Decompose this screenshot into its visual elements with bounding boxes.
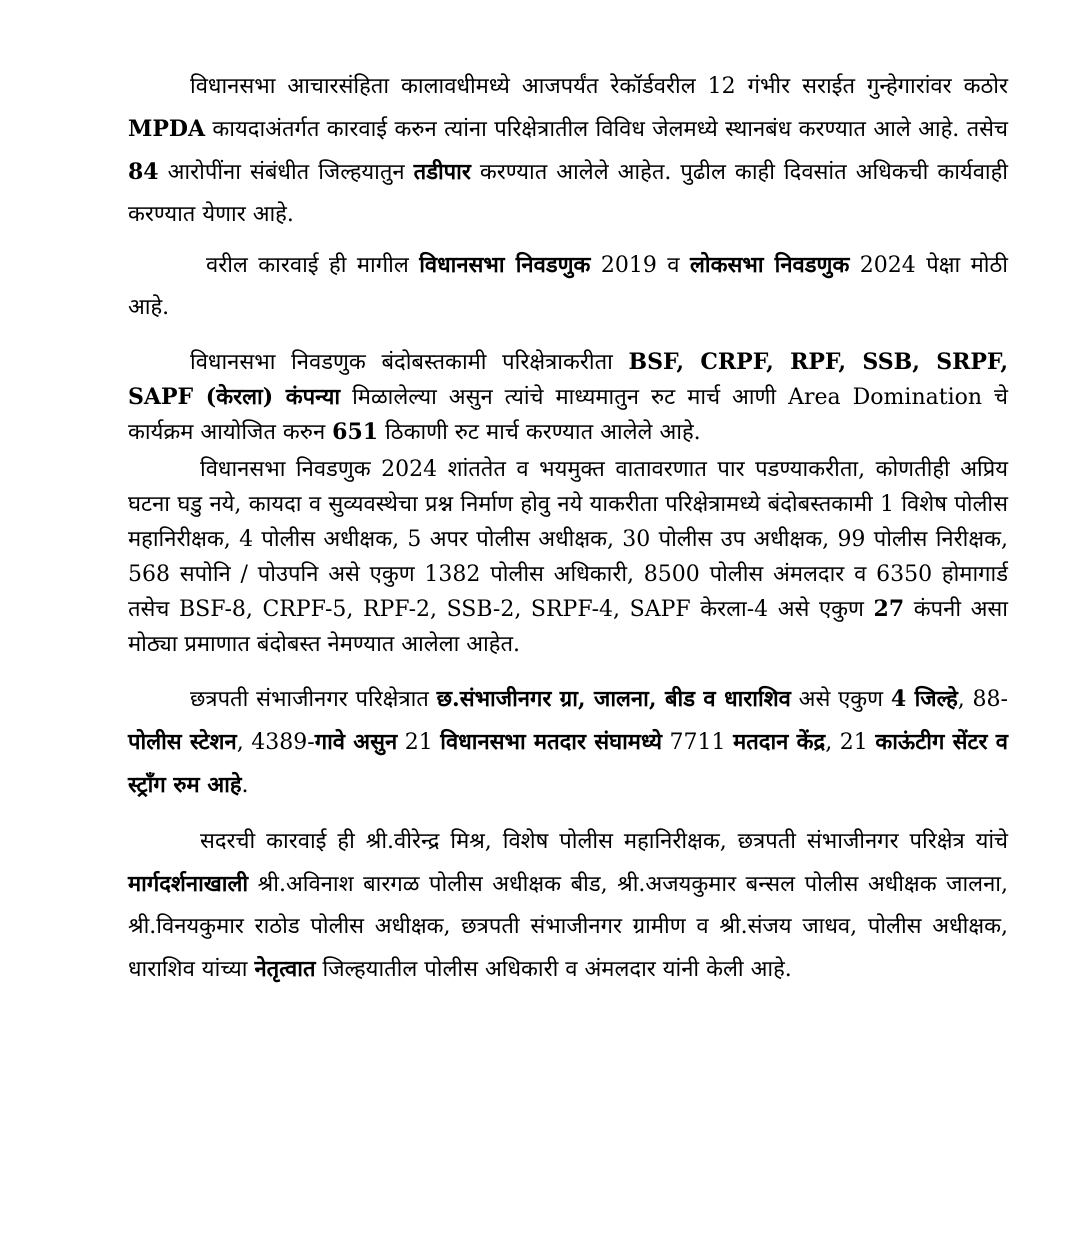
bold-text-segment: लोकसभा निवडणुक [689, 252, 850, 278]
text-segment: मिळालेल्या असुन त्यांचे माध्यमातुन रुट मार्च आणी Area Domination चे कार्यक्रम आयोजित करुन [128, 385, 1008, 445]
text-segment: 2024 पेक्षा मोठी आहे. [128, 253, 1008, 320]
bold-text-segment: 27 [873, 596, 905, 622]
paragraph-range-summary [128, 678, 1008, 807]
text-segment: जिल्हयातील पोलीस अधिकारी व अंमलदार यांनी केली आहे. [315, 957, 792, 982]
text-segment: विधानसभा निवडणुक 2024 शांततेत व भयमुक्त वातावरणात पार पडण्याकरीता, कोणतीही अप्रिय घटना घडु नये, कायदा व सुव्यवस्थेचा प्रश्न निर्माण होवु नये याकरीता परिक्षेत्रामध्ये बंदोबस्तकामी 1 विशेष पोलीस महानिरीक्षक, 4 पोलीस अधीक्षक, 5 अपर पोलीस अधीक्षक, 30 पोलीस उप अधीक्षक, 99 पोलीस निरीक्षक, 568 सपोनि / पोउपनि असे एकुण 1382 पोलीस अधिकारी, 8500 पोलीस अंमलदार व 6350 होमागार्ड तसेच BSF-8, CRPF-5, RPF-2, SSB-2, SRPF-4, SAPF केरला-4 असे एकुण [128, 457, 1008, 622]
text-segment: , 88- [957, 687, 1008, 712]
bold-text-segment: 4 जिल्हे [890, 686, 958, 712]
paragraph-election-comparison [128, 244, 1008, 329]
text-segment: 7711 [661, 730, 734, 755]
text-segment: असे एकुण [790, 687, 891, 712]
text-segment: ठिकाणी रुट मार्च करण्यात आलेले आहे. [378, 420, 701, 445]
bold-text-segment: विधानसभा निवडणुक [419, 252, 591, 278]
text-segment: कायदाअंतर्गत कारवाई करुन त्यांना परिक्षेत्रातील विविध जेलमध्ये स्थानबंध करण्यात आले आहे. तसेच [205, 117, 1008, 142]
paragraph-route-march [128, 345, 1008, 450]
text-segment: श्री.अविनाश बारगळ पोलीस अधीक्षक बीड, श्री.अजयकुमार बन्सल पोलीस अधीक्षक जालना, श्री.विनयकुमार राठोड पोलीस अधीक्षक, छत्रपती संभाजीनगर ग्रामीण व श्री.संजय जाधव, पोलीस अधीक्षक, धाराशिव यांच्या [128, 872, 1008, 982]
bold-text-segment: पोलीस स्टेशन [128, 729, 237, 755]
bold-text-segment: गावे असुन [314, 729, 398, 755]
text-segment: करण्यात आलेले आहेत. पुढील काही दिवसांत अधिकची कार्यवाही करण्यात येणार आहे. [128, 160, 1008, 227]
bold-text-segment: मतदान केंद्र [733, 729, 826, 755]
text-segment: . [241, 773, 249, 798]
bold-text-segment: 651 [332, 419, 379, 445]
bold-text-segment: तडीपार [413, 159, 471, 185]
bold-text-segment: 84 [128, 159, 159, 185]
text-segment: वरील कारवाई ही मागील [206, 253, 420, 278]
bold-text-segment: विधानसभा मतदार संघामध्ये [440, 729, 662, 755]
bold-text-segment: BSF, CRPF, RPF, SSB, SRPF, SAPF (केरला) कंपन्या [128, 349, 1008, 410]
bold-text-segment: MPDA [128, 116, 206, 142]
text-segment: कंपनी असा मोठ्या प्रमाणात बंदोबस्त नेमण्यात आलेला आहेत. [128, 597, 1008, 657]
document-body [128, 66, 1008, 991]
bold-text-segment: काऊंटीग सेंटर व स्ट्राँग रुम आहे [128, 729, 1009, 798]
paragraph-deployment [128, 452, 1008, 662]
bold-text-segment: छ.संभाजीनगर ग्रा, जालना, बीड व धाराशिव [436, 686, 791, 712]
paragraph-leadership [128, 821, 1008, 991]
text-segment: छत्रपती संभाजीनगर परिक्षेत्रात [190, 687, 437, 712]
bold-text-segment: मार्गदर्शनाखाली [128, 871, 249, 897]
text-segment: 21 [397, 730, 441, 755]
text-segment: सदरची कारवाई ही श्री.वीरेन्द्र मिश्र, विशेष पोलीस महानिरीक्षक, छत्रपती संभाजीनगर परिक्षेत्र यांचे [200, 829, 1008, 854]
text-segment: , 21 [825, 730, 876, 755]
text-segment: आरोपींना संबंधीत जिल्हयातुन [158, 160, 414, 185]
text-segment: 2019 व [590, 253, 690, 278]
text-segment: , 4389- [236, 730, 315, 755]
text-segment: विधानसभा निवडणुक बंदोबस्तकामी परिक्षेत्राकरीता [190, 350, 629, 375]
text-segment: विधानसभा आचारसंहिता कालावधीमध्ये आजपर्यंत रेकॉर्डवरील 12 गंभीर सराईत गुन्हेगारांवर कठोर [190, 74, 1008, 99]
paragraph-mpda-action [128, 66, 1008, 236]
bold-text-segment: नेतृत्वात [254, 956, 316, 982]
